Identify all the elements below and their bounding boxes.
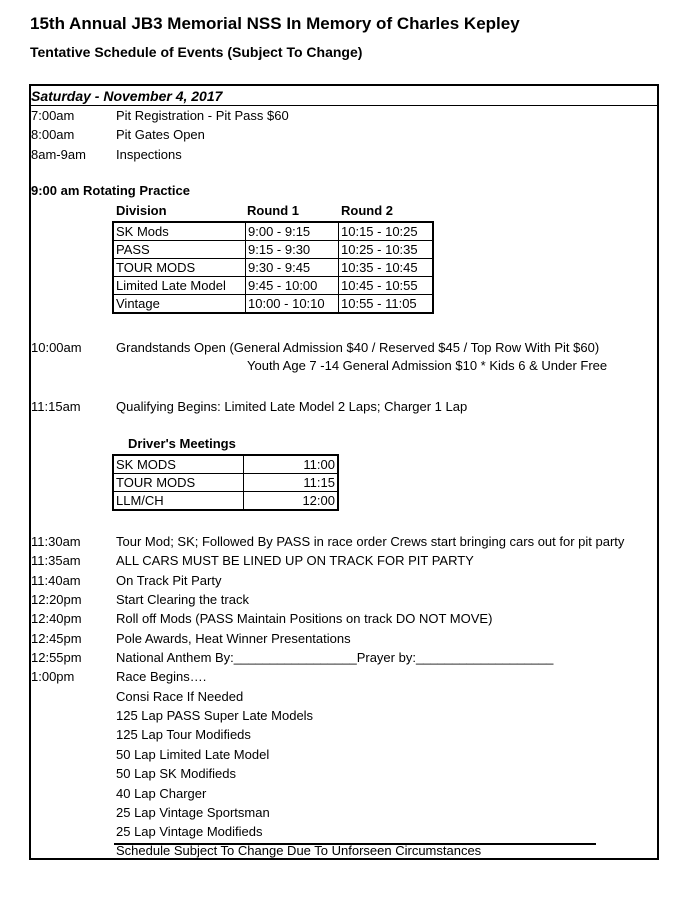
practice-heading: 9:00 am Rotating Practice	[31, 183, 190, 198]
practice-round2: 10:55 - 11:05	[339, 295, 434, 314]
table-row	[113, 295, 433, 314]
race-item: 25 Lap Vintage Modifieds	[116, 824, 263, 839]
schedule-desc: Roll off Mods (PASS Maintain Positions on track DO NOT MOVE)	[116, 611, 493, 626]
practice-round2: 10:25 - 10:35	[339, 241, 434, 259]
practice-division: SK Mods	[113, 222, 246, 241]
practice-round2: 10:35 - 10:45	[339, 259, 434, 277]
table-row	[113, 241, 433, 259]
event-date: Saturday - November 4, 2017	[31, 88, 223, 104]
schedule-desc: On Track Pit Party	[116, 573, 222, 588]
meeting-time: 11:00	[244, 455, 339, 474]
meetings-heading: Driver's Meetings	[128, 436, 236, 451]
schedule-time: 1:00pm	[31, 669, 75, 684]
practice-division: Limited Late Model	[113, 277, 246, 295]
schedule-time: 11:35am	[31, 553, 81, 568]
schedule-desc: ALL CARS MUST BE LINED UP ON TRACK FOR PIT PARTY	[116, 553, 474, 568]
race-item: 50 Lap Limited Late Model	[116, 747, 270, 762]
practice-round1: 9:30 - 9:45	[246, 259, 339, 277]
meetings-table	[112, 454, 339, 511]
table-row	[113, 492, 338, 511]
practice-header-round2: Round 2	[341, 203, 393, 218]
schedule-desc: Pole Awards, Heat Winner Presentations	[116, 631, 351, 646]
schedule-time: 8:00am	[31, 127, 75, 142]
youth-admission: Youth Age 7 -14 General Admission $10 * Kids 6 & Under Free	[247, 358, 608, 373]
schedule-desc: Race Begins….	[116, 669, 207, 684]
schedule-time: 12:20pm	[31, 592, 82, 607]
practice-division: PASS	[113, 241, 246, 259]
table-row	[113, 277, 433, 295]
table-row	[113, 474, 338, 492]
race-item: 125 Lap PASS Super Late Models	[116, 708, 314, 723]
document-subtitle: Tentative Schedule of Events (Subject To Change)	[30, 44, 363, 60]
meeting-division: TOUR MODS	[113, 474, 244, 492]
practice-header-round1: Round 1	[247, 203, 299, 218]
practice-table	[112, 221, 434, 314]
schedule-desc: Start Clearing the track	[116, 592, 249, 607]
footer-note: Schedule Subject To Change Due To Unforseen Circumstances	[116, 843, 482, 858]
meeting-division: LLM/CH	[113, 492, 244, 511]
table-row	[113, 222, 433, 241]
schedule-time: 8am-9am	[31, 147, 86, 162]
practice-round1: 9:00 - 9:15	[246, 222, 339, 241]
practice-round2: 10:45 - 10:55	[339, 277, 434, 295]
schedule-desc: Pit Registration - Pit Pass $60	[116, 108, 289, 123]
table-row	[113, 455, 338, 474]
practice-header-division: Division	[116, 203, 167, 218]
race-item: 50 Lap SK Modifieds	[116, 766, 236, 781]
race-item: 40 Lap Charger	[116, 786, 207, 801]
practice-division: TOUR MODS	[113, 259, 246, 277]
schedule-desc: Pit Gates Open	[116, 127, 205, 142]
schedule-time: 11:30am	[31, 534, 81, 549]
schedule-desc: National Anthem By:_________________Prayer by:___________________	[116, 650, 554, 665]
meeting-time: 12:00	[244, 492, 339, 511]
race-item: Consi Race If Needed	[116, 689, 244, 704]
schedule-time: 12:45pm	[31, 631, 82, 646]
schedule-desc: Inspections	[116, 147, 182, 162]
schedule-desc: Qualifying Begins: Limited Late Model 2 Laps; Charger 1 Lap	[116, 399, 468, 414]
schedule-desc: Tour Mod; SK; Followed By PASS in race order Crews start bringing cars out for pit party	[116, 534, 625, 549]
schedule-desc: Grandstands Open (General Admission $40 / Reserved $45 / Top Row With Pit $60)	[116, 340, 600, 355]
table-row	[113, 259, 433, 277]
race-item: 25 Lap Vintage Sportsman	[116, 805, 270, 820]
schedule-time: 10:00am	[31, 340, 82, 355]
practice-division: Vintage	[113, 295, 246, 314]
schedule-time: 7:00am	[31, 108, 75, 123]
practice-round2: 10:15 - 10:25	[339, 222, 434, 241]
practice-round1: 9:45 - 10:00	[246, 277, 339, 295]
schedule-time: 12:40pm	[31, 611, 82, 626]
meeting-time: 11:15	[244, 474, 339, 492]
schedule-time: 12:55pm	[31, 650, 82, 665]
practice-round1: 9:15 - 9:30	[246, 241, 339, 259]
practice-round1: 10:00 - 10:10	[246, 295, 339, 314]
race-item: 125 Lap Tour Modifieds	[116, 727, 251, 742]
document-title: 15th Annual JB3 Memorial NSS In Memory of Charles Kepley	[30, 14, 520, 33]
schedule-time: 11:40am	[31, 573, 81, 588]
schedule-time: 11:15am	[31, 399, 81, 414]
meeting-division: SK MODS	[113, 455, 244, 474]
